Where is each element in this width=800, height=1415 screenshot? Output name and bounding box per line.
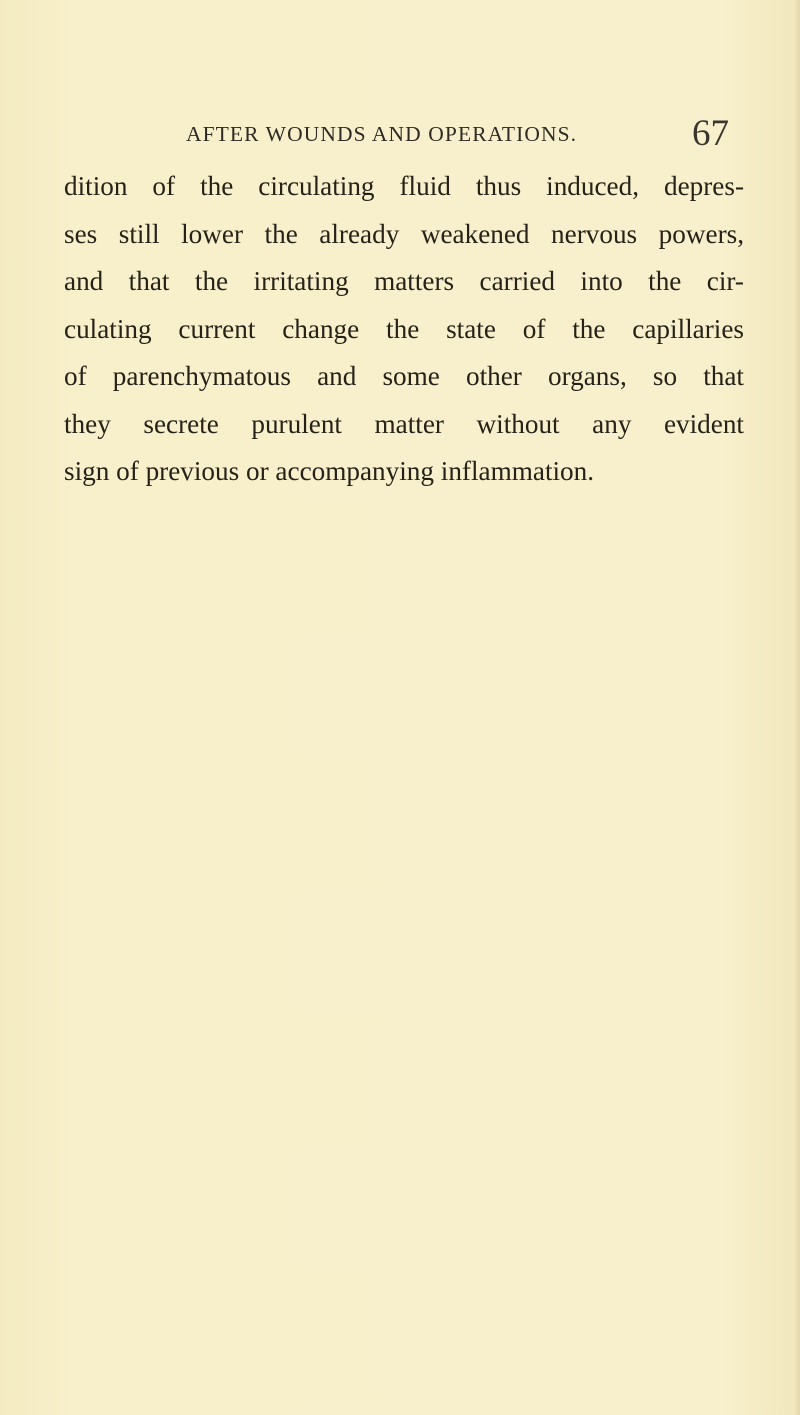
page-number: 67: [692, 113, 729, 154]
text-line: culating current change the state of the capillaries: [64, 313, 744, 344]
text-line: dition of the circulating fluid thus induced, depres-: [64, 171, 744, 201]
page-edge-shadow: [794, 0, 800, 1415]
text-line: they secrete purulent matter without any evident: [64, 408, 744, 439]
body-paragraph: [64, 163, 744, 496]
text-line: of parenchymatous and some other organs, so that: [64, 361, 744, 391]
running-head-title: AFTER WOUNDS AND OPERATIONS.: [186, 122, 578, 146]
text-line: ses still lower the already weakened nervous powers,: [64, 218, 744, 249]
running-head: [0, 110, 800, 160]
text-line: sign of previous or accompanying inflammation.: [64, 456, 595, 486]
text-line: and that the irritating matters carried into the cir-: [64, 266, 744, 296]
